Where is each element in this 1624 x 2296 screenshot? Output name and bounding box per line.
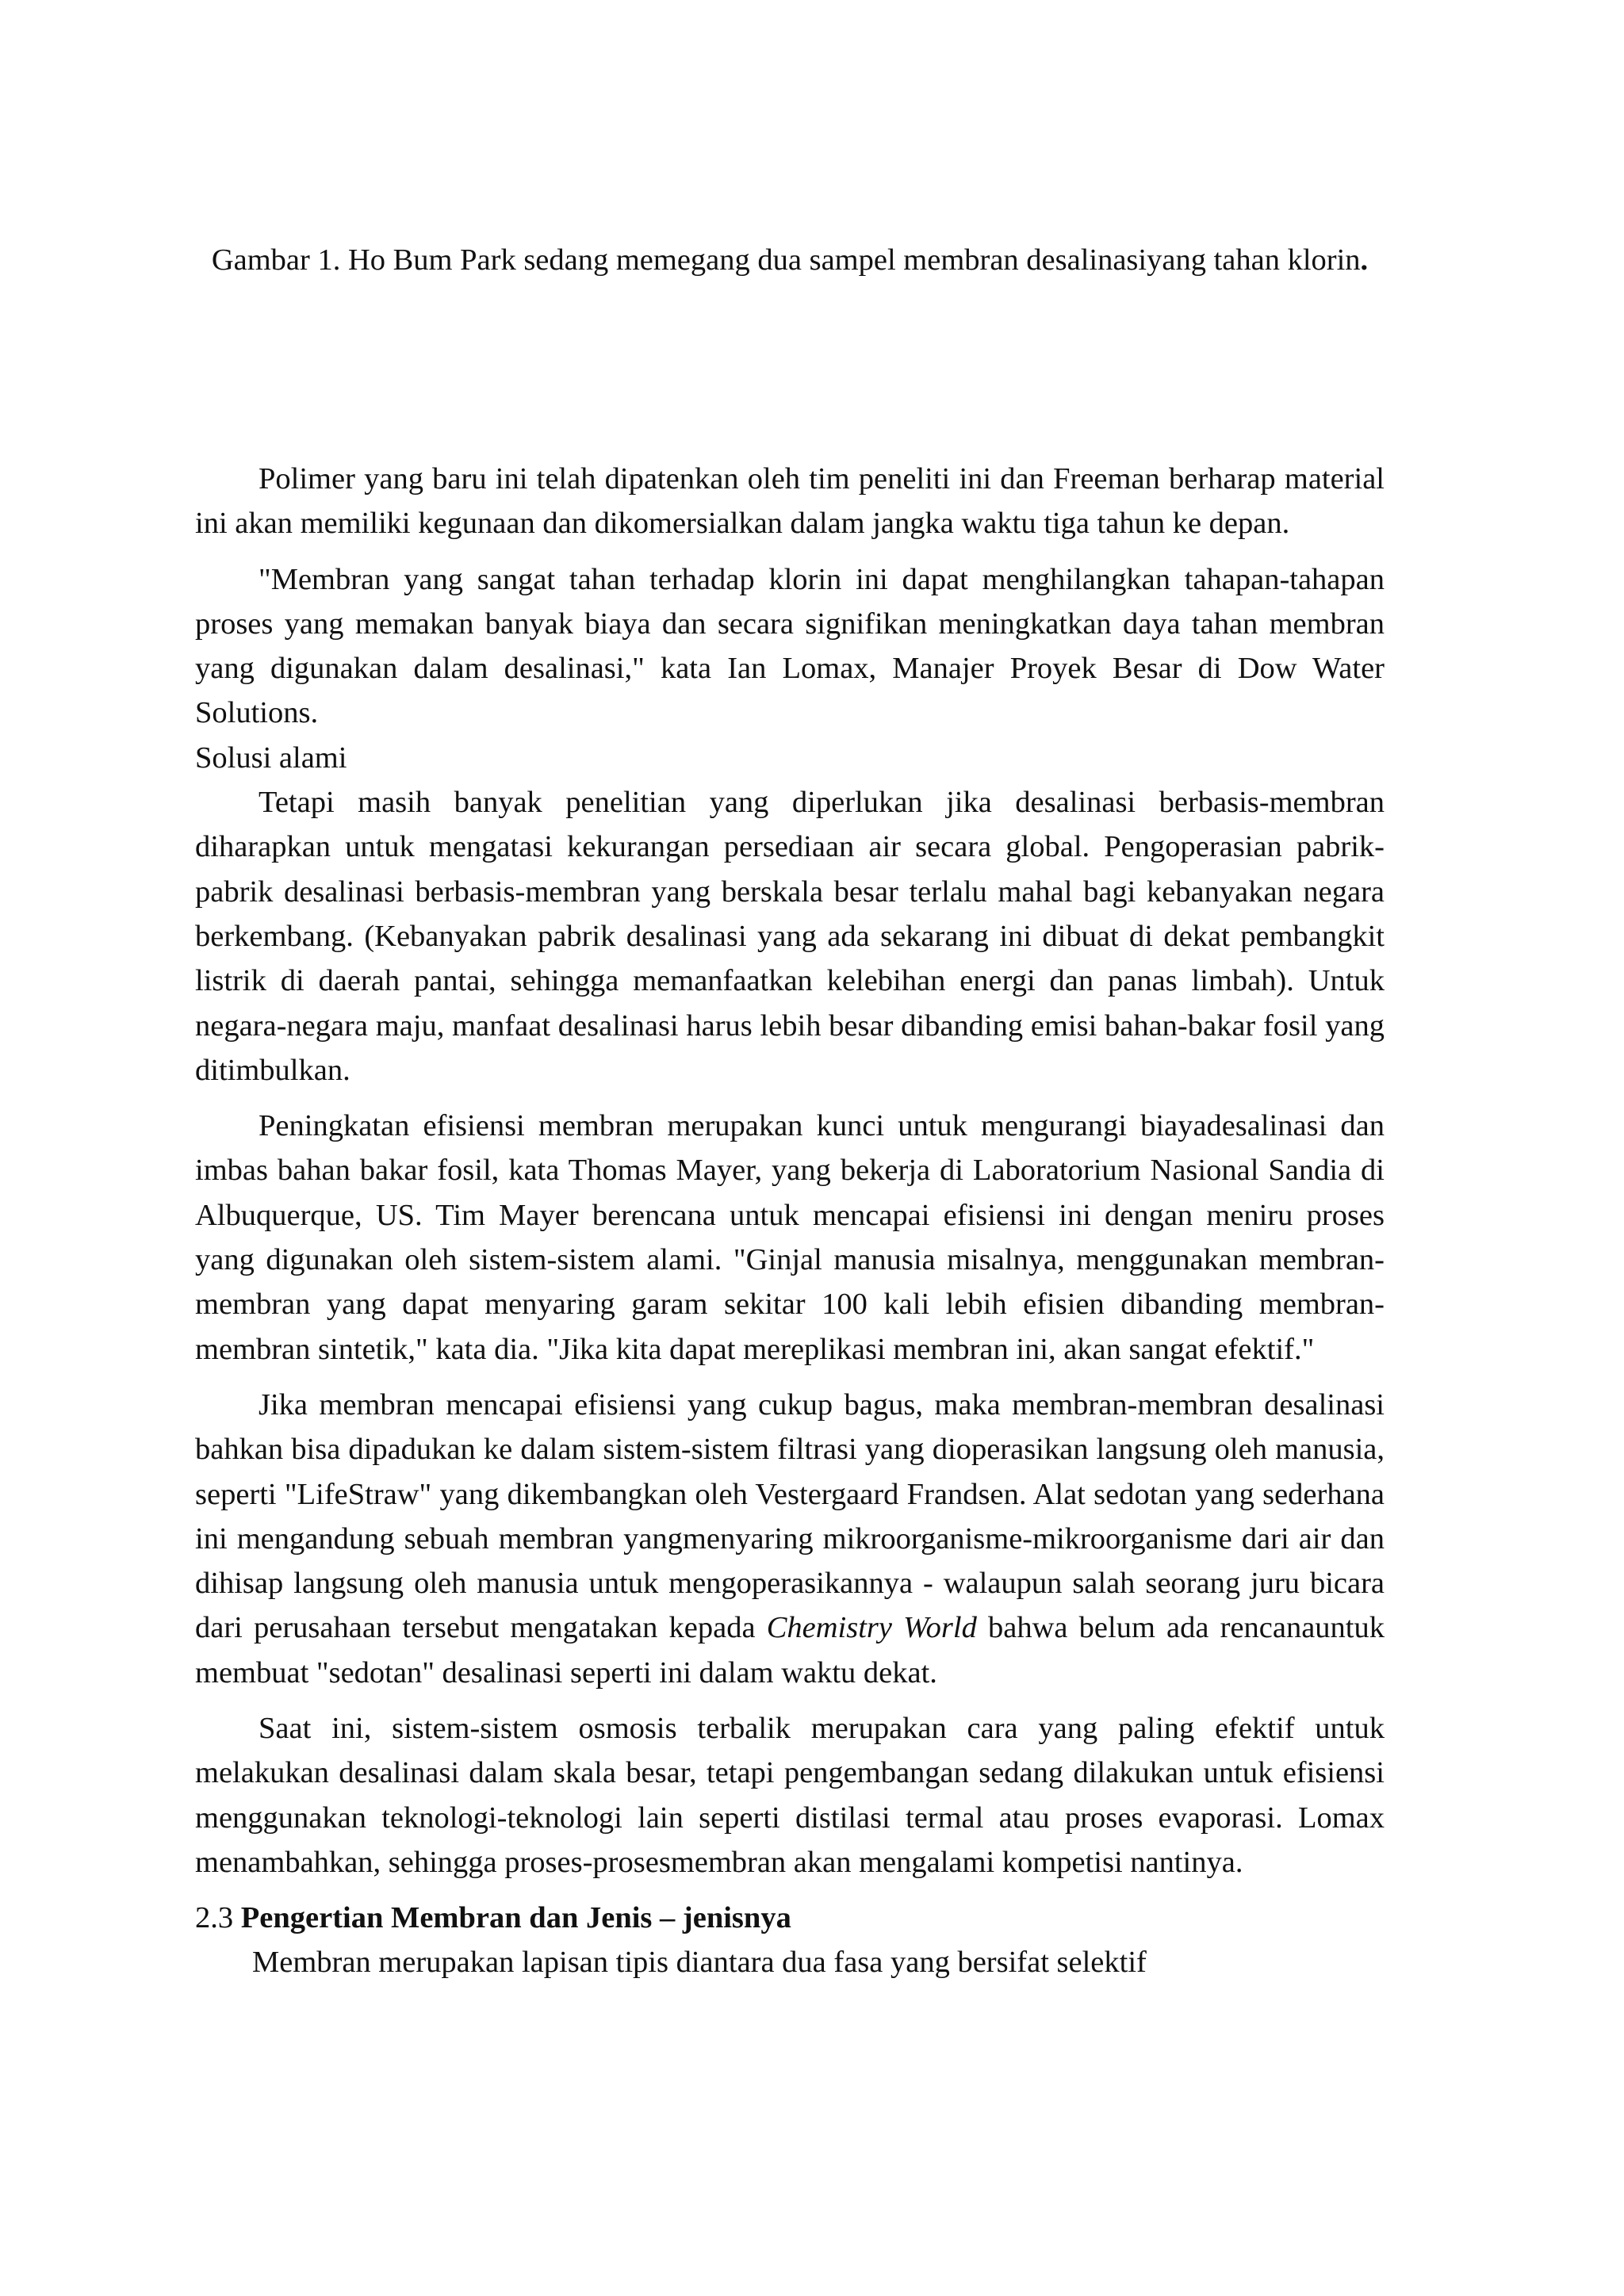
subheading-solusi-alami: Solusi alami <box>195 740 347 775</box>
paragraph-polimer: Polimer yang baru ini telah dipatenkan oleh tim peneliti ini dan Freeman berharap material ini akan memiliki kegunaan dan dikomersialkan dalam jangka waktu tiga tahun ke depan. <box>195 462 1385 541</box>
section-heading <box>195 1896 1385 1940</box>
paragraph-lifestraw-text-1: Jika membran mencapai efisiensi yang cukup bagus, maka membran-membran desalinasi bahkan bisa dipadukan ke dalam sistem-sistem filtrasi yang dioperasikan langsung oleh manusia, seperti "LifeStraw" yang dikembangkan oleh Vestergaard Frandsen. Alat sedotan yang sederhana ini mengandung sebuah membran yangmenyaring mikroorganisme-mikroorganisme dari air dan dihisap langsung oleh manusia untuk mengoperasikannya - walaupun salah seorang juru bicara dari perusahaan tersebut mengatakan kepada <box>195 1387 1385 1645</box>
paragraph-membran: Membran merupakan lapisan tipis diantara dua fasa yang bersifat selektif <box>252 1946 1147 1980</box>
paragraph-lifestraw <box>195 1383 1385 1695</box>
figure-caption <box>195 238 1385 282</box>
paragraph-quote-lomax: "Membran yang sangat tahan terhadap klorin ini dapat menghilangkan tahapan-tahapan proses yang memakan banyak biaya dan secara signifikan meningkatkan daya tahan membran yang digunakan dalam desalinasi," kata Ian Lomax, Manajer Proyek Besar di Dow Water Solutions. <box>195 562 1385 730</box>
section-number: 2.3 <box>195 1901 234 1935</box>
paragraph-lifestraw-text-2: bahwa belum ada rencanauntuk membuat "sedotan" desalinasi seperti ini dalam waktu dekat. <box>195 1611 1385 1689</box>
document-body <box>195 457 1385 1984</box>
section-title: Pengertian Membran dan Jenis – jenisnya <box>240 1901 791 1935</box>
paragraph-osmosis: Saat ini, sistem-sistem osmosis terbalik merupakan cara yang paling efektif untuk melakukan desalinasi dalam skala besar, tetapi pengembangan sedang dilakukan untuk efisiensi menggunakan teknologi-teknologi lain seperti distilasi termal atau proses evaporasi. Lomax menambahkan, sehingga proses-prosesmembran akan mengalami kompetisi nantinya. <box>195 1712 1385 1879</box>
figure-caption-text: Gambar 1. Ho Bum Park sedang memegang dua sampel membran desalinasiyang tahan klorin <box>211 243 1361 277</box>
publication-title: Chemistry World <box>766 1611 977 1645</box>
figure-caption-period: . <box>1360 243 1369 277</box>
paragraph-efisiensi: Peningkatan efisiensi membran merupakan kunci untuk mengurangi biayadesalinasi dan imbas bahan bakar fosil, kata Thomas Mayer, yang bekerja di Laboratorium Nasional Sandia di Albuquerque, US. Tim Mayer berencana untuk mencapai efisiensi ini dengan meniru proses yang digunakan oleh sistem-sistem alami. "Ginjal manusia misalnya, menggunakan membran-membran yang dapat menyaring garam sekitar 100 kali lebih efisien dibanding membran-membran sintetik," kata dia. "Jika kita dapat mereplikasi membran ini, akan sangat efektif." <box>195 1109 1385 1366</box>
paragraph-penelitian: Tetapi masih banyak penelitian yang diperlukan jika desalinasi berbasis-membran diharapkan untuk mengatasi kekurangan persediaan air secara global. Pengoperasian pabrik-pabrik desalinasi berbasis-membran yang berskala besar terlalu mahal bagi kebanyakan negara berkembang. (Kebanyakan pabrik desalinasi yang ada sekarang ini dibuat di dekat pembangkit listrik di daerah pantai, sehingga memanfaatkan kelebihan energi dan panas limbah). Untuk negara-negara maju, manfaat desalinasi harus lebih besar dibanding emisi bahan-bakar fosil yang ditimbulkan. <box>195 786 1385 1087</box>
